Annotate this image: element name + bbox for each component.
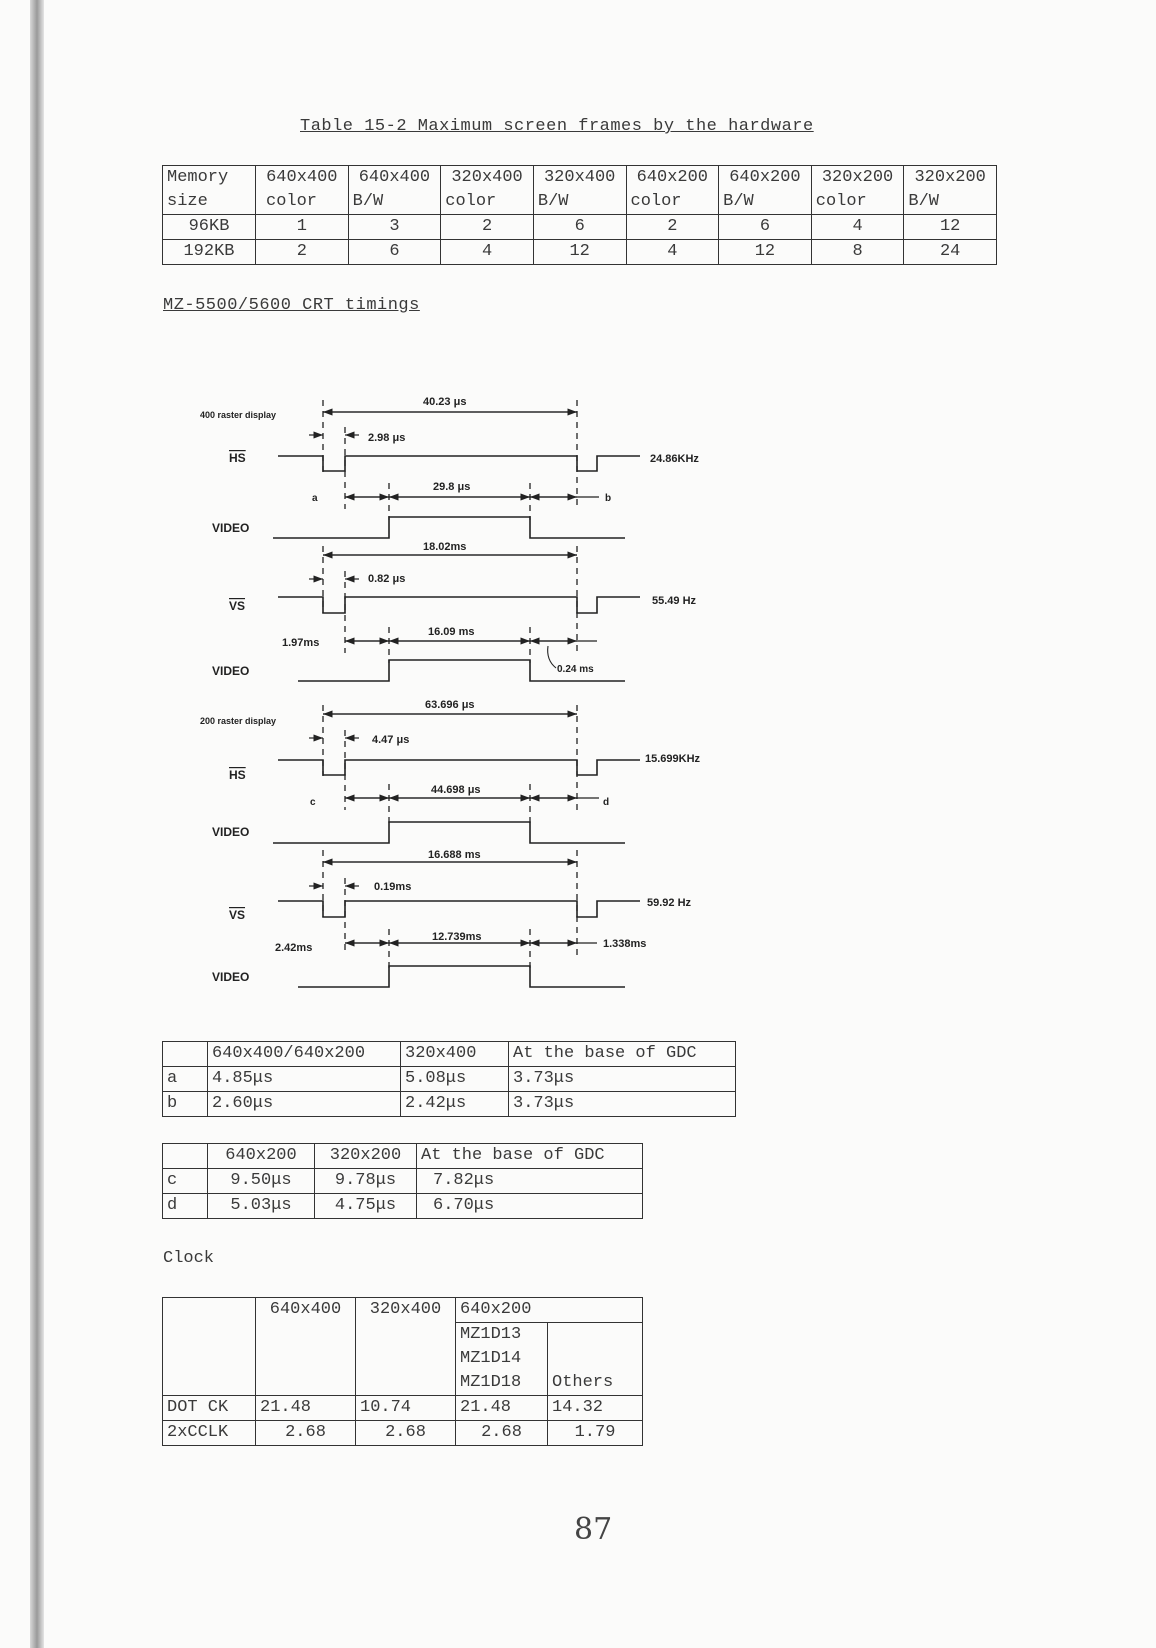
- cell: [256, 1323, 356, 1396]
- label-b: b: [605, 493, 612, 504]
- cell: 9.50μs: [208, 1169, 315, 1194]
- cell: 6: [533, 215, 626, 240]
- video-waveform: [273, 822, 625, 843]
- hs-waveform: [278, 760, 640, 775]
- label-a: a: [312, 493, 318, 504]
- video-h-200: 44.698 μs: [431, 784, 481, 796]
- cell: d: [163, 1194, 208, 1219]
- cell: [163, 1042, 208, 1067]
- video-label: VIDEO: [212, 521, 250, 535]
- header-cell: 320x400: [533, 166, 626, 191]
- clock-table: [162, 1297, 643, 1446]
- cell: MZ1D14: [456, 1347, 548, 1371]
- header-cell: color: [626, 190, 719, 215]
- cell: 2.68: [256, 1421, 356, 1446]
- vs-label: VS: [229, 599, 246, 613]
- cell: 2.60μs: [208, 1092, 401, 1117]
- cell: c: [163, 1169, 208, 1194]
- cell: 5.03μs: [208, 1194, 315, 1219]
- cell: 24: [904, 240, 997, 265]
- cell: 96KB: [163, 215, 256, 240]
- header-cell: size: [163, 190, 256, 215]
- freq-v-200: 59.92 Hz: [647, 897, 692, 909]
- table-row: [163, 1169, 643, 1194]
- clock-title: Clock: [163, 1249, 215, 1268]
- freq-h-200: 15.699KHz: [645, 753, 701, 765]
- period-h-200: 63.696 μs: [425, 699, 475, 711]
- front-v-400: 1.97ms: [282, 637, 320, 649]
- table-row: [163, 1396, 643, 1421]
- cell: 6: [348, 240, 441, 265]
- cell: 6.70μs: [417, 1194, 643, 1219]
- cell: 4.75μs: [315, 1194, 417, 1219]
- video-label: VIDEO: [212, 825, 250, 839]
- label-d: d: [603, 797, 610, 808]
- cell: 4: [626, 240, 719, 265]
- cell: 9.78μs: [315, 1169, 417, 1194]
- period-h-400: 40.23 μs: [423, 396, 467, 408]
- table-row: [163, 1092, 736, 1117]
- cell: [163, 1298, 256, 1396]
- cell: MZ1D18: [456, 1371, 548, 1396]
- cell: 320x200: [315, 1144, 417, 1169]
- cell: 640x400: [256, 1298, 356, 1323]
- cell: 12: [533, 240, 626, 265]
- cell: 2xCCLK: [163, 1421, 256, 1446]
- raster400-label: 400 raster display: [200, 410, 277, 420]
- hs-timing-table-ab: [162, 1041, 736, 1117]
- hs-label: HS: [229, 768, 246, 782]
- pointer-line: [548, 646, 556, 668]
- header-cell: 640x200: [719, 166, 812, 191]
- cell: [548, 1323, 643, 1372]
- cell: 8: [811, 240, 904, 265]
- header-cell: 640x400: [256, 166, 349, 191]
- header-cell: 320x200: [811, 166, 904, 191]
- cell: a: [163, 1067, 208, 1092]
- back-v-200: 1.338ms: [603, 938, 647, 950]
- table-row: [163, 1067, 736, 1092]
- header-cell: B/W: [719, 190, 812, 215]
- vs-label: VS: [229, 908, 246, 922]
- header-cell: 640x200: [626, 166, 719, 191]
- page-number: 87: [574, 1512, 613, 1547]
- raster200-label: 200 raster display: [200, 716, 277, 726]
- table1-title: Table 15-2 Maximum screen frames by the hardware: [300, 117, 814, 136]
- cell: At the base of GDC: [417, 1144, 643, 1169]
- cell: MZ1D13: [456, 1323, 548, 1348]
- video-v-200: 12.739ms: [432, 931, 482, 943]
- pulse-v-400: 0.82 μs: [368, 573, 406, 585]
- cell: [356, 1323, 456, 1396]
- pulse-h-400: 2.98 μs: [368, 432, 406, 444]
- cell: At the base of GDC: [509, 1042, 736, 1067]
- cell: 5.08μs: [401, 1067, 509, 1092]
- cell: b: [163, 1092, 208, 1117]
- cell: 320x400: [401, 1042, 509, 1067]
- cell: 640x200: [208, 1144, 315, 1169]
- cell: 2: [441, 215, 534, 240]
- hs-label: HS: [229, 451, 246, 465]
- cell: [163, 1144, 208, 1169]
- header-cell: color: [441, 190, 534, 215]
- video-label: VIDEO: [212, 664, 250, 678]
- cell: 2.68: [356, 1421, 456, 1446]
- cell: 3.73μs: [509, 1092, 736, 1117]
- period-v-200: 16.688 ms: [428, 849, 481, 861]
- table-row: [163, 1421, 643, 1446]
- vs-waveform: [278, 597, 640, 613]
- header-cell: color: [811, 190, 904, 215]
- cell: 192KB: [163, 240, 256, 265]
- hs-timing-table-cd: [162, 1143, 643, 1219]
- cell: 2: [256, 240, 349, 265]
- pulse-h-200: 4.47 μs: [372, 734, 410, 746]
- video-h-400: 29.8 μs: [433, 481, 471, 493]
- cell: Others: [548, 1371, 643, 1396]
- header-cell: 640x400: [348, 166, 441, 191]
- cell: 21.48: [456, 1396, 548, 1421]
- header-cell: color: [256, 190, 349, 215]
- cell: 14.32: [548, 1396, 643, 1421]
- header-cell: B/W: [533, 190, 626, 215]
- header-cell: Memory: [163, 166, 256, 191]
- cell: 12: [719, 240, 812, 265]
- front-v-200: 2.42ms: [275, 942, 313, 954]
- video-v-400: 16.09 ms: [428, 626, 475, 638]
- header-cell: 320x400: [441, 166, 534, 191]
- cell: 2: [626, 215, 719, 240]
- cell: 4: [811, 215, 904, 240]
- cell: 12: [904, 215, 997, 240]
- header-cell: B/W: [904, 190, 997, 215]
- table-row: [163, 1194, 643, 1219]
- video-label: VIDEO: [212, 970, 250, 984]
- period-v-400: 18.02ms: [423, 541, 467, 553]
- label-c: c: [310, 797, 316, 808]
- cell: 7.82μs: [417, 1169, 643, 1194]
- cell: 10.74: [356, 1396, 456, 1421]
- header-cell: 320x200: [904, 166, 997, 191]
- pulse-v-200: 0.19ms: [374, 881, 412, 893]
- freq-h-400: 24.86KHz: [650, 453, 699, 465]
- cell: 3: [348, 215, 441, 240]
- cell: 4.85μs: [208, 1067, 401, 1092]
- cell: DOT CK: [163, 1396, 256, 1421]
- section-title: MZ-5500/5600 CRT timings: [163, 296, 420, 315]
- cell: 3.73μs: [509, 1067, 736, 1092]
- cell: 320x400: [356, 1298, 456, 1323]
- cell: 640x200: [456, 1298, 643, 1323]
- freq-v-400: 55.49 Hz: [652, 595, 697, 607]
- vs-waveform: [278, 901, 640, 917]
- cell: 21.48: [256, 1396, 356, 1421]
- cell: 6: [719, 215, 812, 240]
- back-v-400: 0.24 ms: [557, 664, 594, 675]
- hs-waveform: [278, 456, 640, 471]
- video-waveform: [298, 966, 625, 987]
- cell: 2.42μs: [401, 1092, 509, 1117]
- cell: 2.68: [456, 1421, 548, 1446]
- cell: 640x400/640x200: [208, 1042, 401, 1067]
- header-cell: B/W: [348, 190, 441, 215]
- video-waveform: [273, 517, 625, 538]
- cell: 4: [441, 240, 534, 265]
- cell: 1.79: [548, 1421, 643, 1446]
- cell: 1: [256, 215, 349, 240]
